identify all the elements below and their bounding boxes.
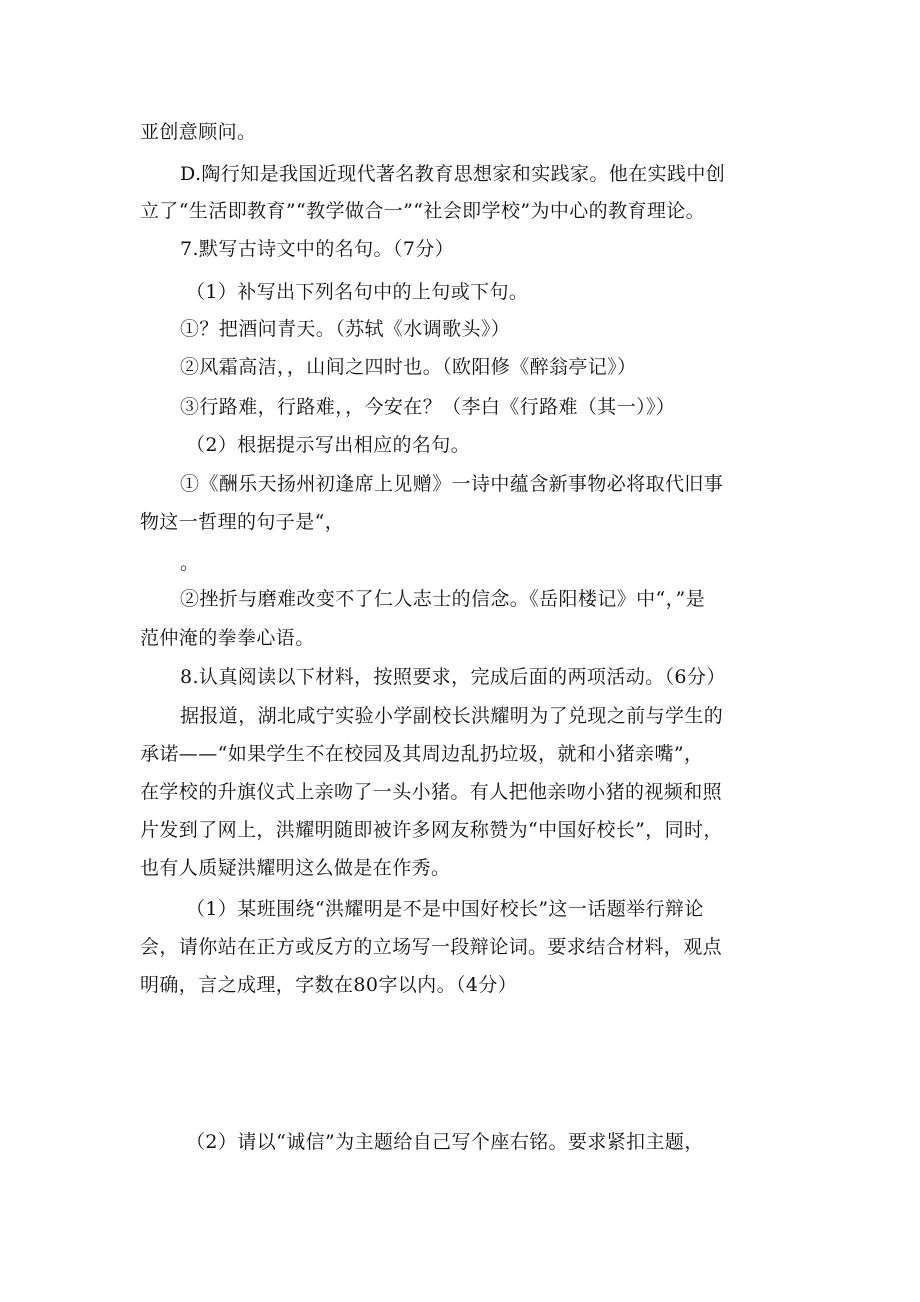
text-line: 在学校的升旗仪式上亲吻了一头小猪。有人把他亲吻小猪的视频和照 <box>140 781 723 803</box>
text-line: 承诺——“如果学生不在校园及其周边乱扔垃圾，就和小猪亲嘴”， <box>140 743 704 765</box>
text-line: ③行路难，行路难，，今安在？（李白《行路难（其一）》） <box>180 396 676 418</box>
text-line: 亚创意顾问。 <box>140 121 257 143</box>
text-line: ①？把酒问青天。（苏轼《水调歌头》） <box>180 318 511 340</box>
text-line: （1）某班围绕“洪耀明是不是中国好校长”这一话题举行辩论 <box>186 898 704 920</box>
text-line: 物这一哲理的句子是“， <box>140 511 345 533</box>
text-line: （2）请以“诚信”为主题给自己写个座右铭。要求紧扣主题， <box>186 1131 704 1153</box>
text-line: 范仲淹的拳拳心语。 <box>140 627 315 649</box>
text-line: ②挫折与磨难改变不了仁人志士的信念。《岳阳楼记》中“，”是 <box>180 588 706 610</box>
question-heading: 8.认真阅读以下材料，按照要求，完成后面的两项活动。（6分） <box>180 666 726 688</box>
text-line: 片发到了网上，洪耀明随即被许多网友称赞为“中国好校长”，同时， <box>140 819 723 841</box>
text-line: ①《酬乐天扬州初逢席上见赠》一诗中蕴含新事物必将取代旧事 <box>180 473 724 495</box>
text-line: 明确，言之成理，字数在80字以内。（4分） <box>140 974 518 996</box>
text-line: 据报道，湖北咸宁实验小学副校长洪耀明为了兑现之前与学生的 <box>180 705 724 727</box>
text-line: 也有人质疑洪耀明这么做是在作秀。 <box>140 857 451 879</box>
text-line: 会，请你站在正方或反方的立场写一段辩论词。要求结合材料，观点 <box>140 936 723 958</box>
question-heading: 7.默写古诗文中的名句。（7分） <box>180 238 455 260</box>
text-line: （1）补写出下列名句中的上句或下句。 <box>186 281 529 303</box>
text-line: 立了“生活即教育”“教学做合一”“社会即学校”为中心的教育理论。 <box>140 200 706 222</box>
text-line: （2）根据提示写出相应的名句。 <box>186 434 471 456</box>
text-line: ②风霜高洁，，山间之四时也。（欧阳修《醉翁亭记》） <box>180 356 637 378</box>
text-line: D.陶行知是我国近现代著名教育思想家和实践家。他在实践中创 <box>180 163 726 185</box>
text-line: 。 <box>180 552 200 574</box>
